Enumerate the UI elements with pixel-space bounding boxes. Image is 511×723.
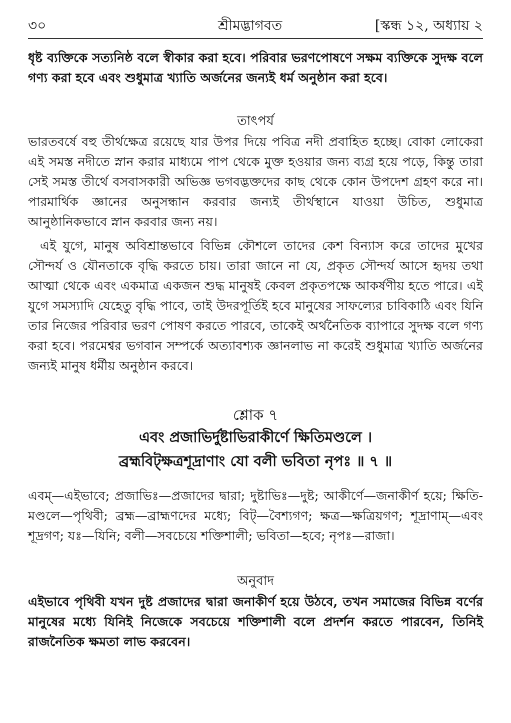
book-title: শ্রীমদ্ভাগবত (218, 18, 283, 34)
header-rule (28, 38, 483, 39)
page-number: ৩০ (28, 18, 47, 34)
page-header (28, 14, 483, 36)
sanskrit-line-2: ব্রহ্মবিট্‌ক্ষত্রশূদ্রাণাং যো বলী ভবিতা নৃপঃ ॥ ৭ ॥ (118, 453, 393, 470)
sanskrit-line-1: এবং প্রজাভির্দুষ্টাভিরাকীর্ণে ক্ষিতিমণ্ডলে । (138, 429, 373, 446)
translation-heading: অনুবাদ (237, 574, 274, 589)
purport-paragraph-2: এই যুগে, মানুষ অবিশ্রান্তভাবে বিভিন্ন কৌশলে তাদের কেশ বিন্যাস করে তাদের মুখের সৌন্দর্য ও যৌনতাকে বৃদ্ধি করতে চায়। তারা জানে না যে, প্রকৃত সৌন্দর্য আসে হৃদয় তথা আত্মা থেকে এবং একমাত্র একজন শুদ্ধ মানুষই কেবল প্রকৃতপক্ষে আকর্ষণীয় হতে পারে। এই যুগে সমস্যাদি যেহেতু বৃদ্ধি পাবে, তাই উদরপূর্তিই হবে মানুষের সাফল্যের চাবিকাঠি এবং যিনি তার নিজের পরিবার ভরণ পোষণ করতে পারবে, তাকেই অর্থনৈতিক ব্যাপারে সুদক্ষ বলে গণ্য করা হবে। পরমেশ্বর ভগবান সম্পর্কে অত্যাবশ্যক জ্ঞানলাভ না করেই শুধুমাত্র খ্যাতি অর্জনের জন্যই মানুষ ধর্মীয় অনুষ্ঠান করবে। (28, 238, 483, 373)
translation-continued: ধৃষ্ট ব্যক্তিকে সত্যনিষ্ঠ বলে স্বীকার করা হবে। পরিবার ভরণপোষণে সক্ষম ব্যক্তিকে সুদক্ষ বলে গণ্য করা হবে এবং শুধুমাত্র খ্যাতি অর্জনের জন্যই ধর্ম অনুষ্ঠান করা হবে। (28, 50, 483, 85)
section-reference: [স্কন্ধ ১২, অধ্যায় ২ (374, 18, 483, 34)
purport-paragraph-1: ভারতবর্ষে বহু তীর্থক্ষেত্র রয়েছে যার উপর দিয়ে পবিত্র নদী প্রবাহিত হচ্ছে। বোকা লোকেরা এই সমস্ত নদীতে স্নান করার মাধ্যমে পাপ থেকে মুক্ত হওয়ার জন্য ব্যগ্র হয়ে পড়ে, কিন্তু তারা সেই সমস্ত তীর্থে বসবাসকারী অভিজ্ঞ ভগবদ্ভক্তদের কাছ থেকে কোন উপদেশ গ্রহণ করে না। পারমার্থিক জ্ঞানের অনুসন্ধান করবার জন্যই তীর্থস্থানে যাওয়া উচিত, শুধুমাত্র আনুষ্ঠানিকভাবে স্নান করবার জন্য নয়। (28, 134, 483, 229)
purport-heading: তাৎপর্য (237, 114, 274, 129)
word-for-word: এবম্—এইভাবে; প্রজাভিঃ—প্রজাদের দ্বারা; দুষ্টাভিঃ—দুষ্ট; আকীর্ণে—জনাকীর্ণ হয়ে; ক্ষিতি-মণ্ডলে—পৃথিবী; ব্রহ্ম—ব্রাহ্মণদের মধ্যে; বিট্—বৈশ্যগণ; ক্ষত্র—ক্ষত্রিয়গণ; শূদ্রাণাম্—এবং শূদ্রগণ; যঃ—যিনি; বলী—সবচেয়ে শক্তিশালী; ভবিতা—হবে; নৃপঃ—রাজা। (28, 488, 483, 543)
sloka-heading: শ্লোক ৭ (232, 406, 279, 424)
translation-text: এইভাবে পৃথিবী যখন দুষ্ট প্রজাদের দ্বারা জনাকীর্ণ হয়ে উঠবে, তখন সমাজের বিভিন্ন বর্ণের মানুষের মধ্যে যিনিই নিজেকে সবচেয়ে শক্তিশালী বলে প্রদর্শন করতে পারবেন, তিনিই রাজনৈতিক ক্ষমতা লাভ করবেন। (28, 594, 483, 649)
